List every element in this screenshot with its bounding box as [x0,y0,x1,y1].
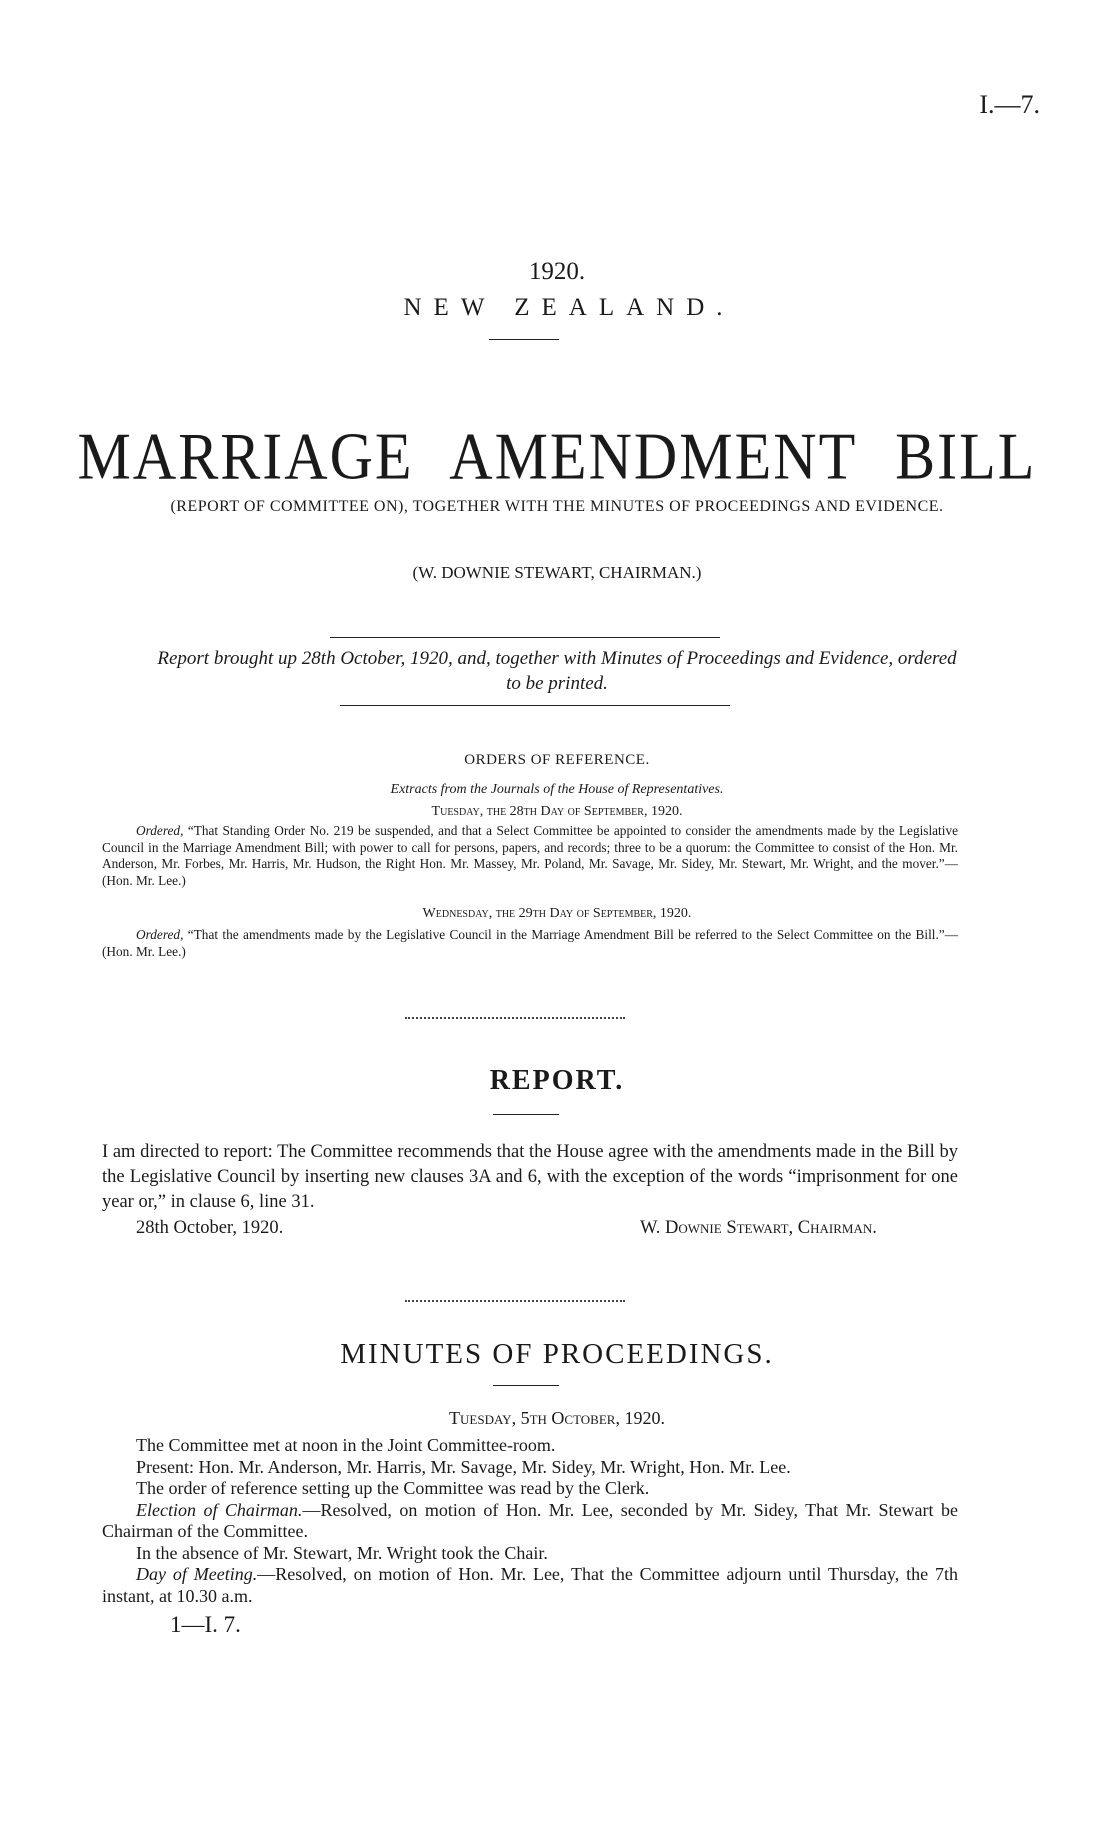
minutes-line-3: The order of reference setting up the Committee was read by the Clerk. [136,1478,650,1498]
order-1 [102,823,958,889]
order-1-label: Ordered, [136,823,184,838]
minutes-body [102,1435,958,1607]
country: NEW ZEALAND. [403,294,735,321]
minutes-line-2: Present: Hon. Mr. Anderson, Mr. Harris, Mr. Savage, Mr. Sidey, Mr. Wright, Hon. Mr. Lee. [136,1456,791,1477]
title-divider [489,339,559,340]
minutes-date: Tuesday, 5th October, 1920. [449,1408,665,1428]
bill-subtitle: (REPORT OF COMMITTEE ON), TOGETHER WITH THE MINUTES OF PROCEEDINGS AND EVIDENCE. [170,498,944,515]
page-reference: I.—7. [979,90,1040,119]
orders-heading: ORDERS OF REFERENCE. [464,752,650,768]
report-body: I am directed to report: The Committee recommends that the House agree with the amendments made in the Bill by the Legislative Council by inserting new clauses 3A and 6, with the exception of the words “imprisonment for one year or,” in clause 6, line 31. [102,1142,958,1212]
orders-extracts: Extracts from the Journals of the House of Representatives. [390,782,724,797]
report-bottom-rule [340,705,730,706]
minutes-line-1: The Committee met at noon in the Joint Committee-room. [136,1435,556,1455]
minutes-line-5: In the absence of Mr. Stewart, Mr. Wright took the Chair. [136,1542,548,1563]
minutes-heading-rule [493,1385,559,1386]
report-heading-rule [493,1114,559,1115]
section-separator [405,1017,625,1019]
year: 1920. [528,258,586,285]
minutes-heading: MINUTES OF PROCEEDINGS. [340,1338,774,1370]
report-heading: REPORT. [489,1065,625,1096]
report-signature-text: W. Downie Stewart, Chairman. [640,1218,877,1238]
orders-date-2: Wednesday, the 29th Day of September, 1920. [422,906,692,921]
minutes-election [102,1500,958,1543]
meeting-label: Day of Meeting. [136,1564,258,1584]
report-top-rule [330,637,720,638]
report-brought-up-cont: to be printed. [506,673,608,694]
election-text: —Resolved, on motion of Hon. Mr. Lee, seconded by Mr. Sidey, That Mr. Stewart be Chairman of the Committee. [102,1499,958,1541]
section-separator-2 [405,1300,625,1302]
bill-title: MARRIAGE AMENDMENT BILL [77,419,1037,494]
chairman-line: (W. DOWNIE STEWART, CHAIRMAN.) [412,563,702,582]
election-label: Election of Chairman. [136,1499,303,1520]
order-2-text: “That the amendments made by the Legislative Council in the Marriage Amendment Bill be referred to the Select Committee on the Bill.”—(Hon. Mr. Lee.) [102,927,959,959]
report-date: 28th October, 1920. [136,1218,284,1238]
orders-date-1: Tuesday, the 28th Day of September, 1920. [431,804,683,819]
meeting-text: —Resolved, on motion of Hon. Mr. Lee, That the Committee adjourn until Thursday, the 7th instant, at 10.30 a.m. [102,1564,959,1606]
report-signature [640,1218,920,1239]
sheet-reference: 1—I. 7. [170,1612,241,1637]
report-brought-up: Report brought up 28th October, 1920, and, together with Minutes of Proceedings and Evidence, ordered [157,648,957,669]
order-2-label: Ordered, [136,927,184,942]
minutes-meeting [102,1564,958,1607]
order-1-text: “That Standing Order No. 219 be suspended, and that a Select Committee be appointed to consider the amendments made by the Legislative Council in the Marriage Amendment Bill; with power to call for persons, papers, and records; three to be a quorum: the Committee to consist of the Hon. Mr. Anderson, Mr. Forbes, Mr. Harris, Mr. Hudson, the Right Hon. Mr. Massey, Mr. Poland, Mr. Savage, Mr. Sidey, Mr. Stewart, Mr. Wright, and the mover.”—(Hon. Mr. Lee.) [102,823,958,888]
order-2 [102,927,958,960]
